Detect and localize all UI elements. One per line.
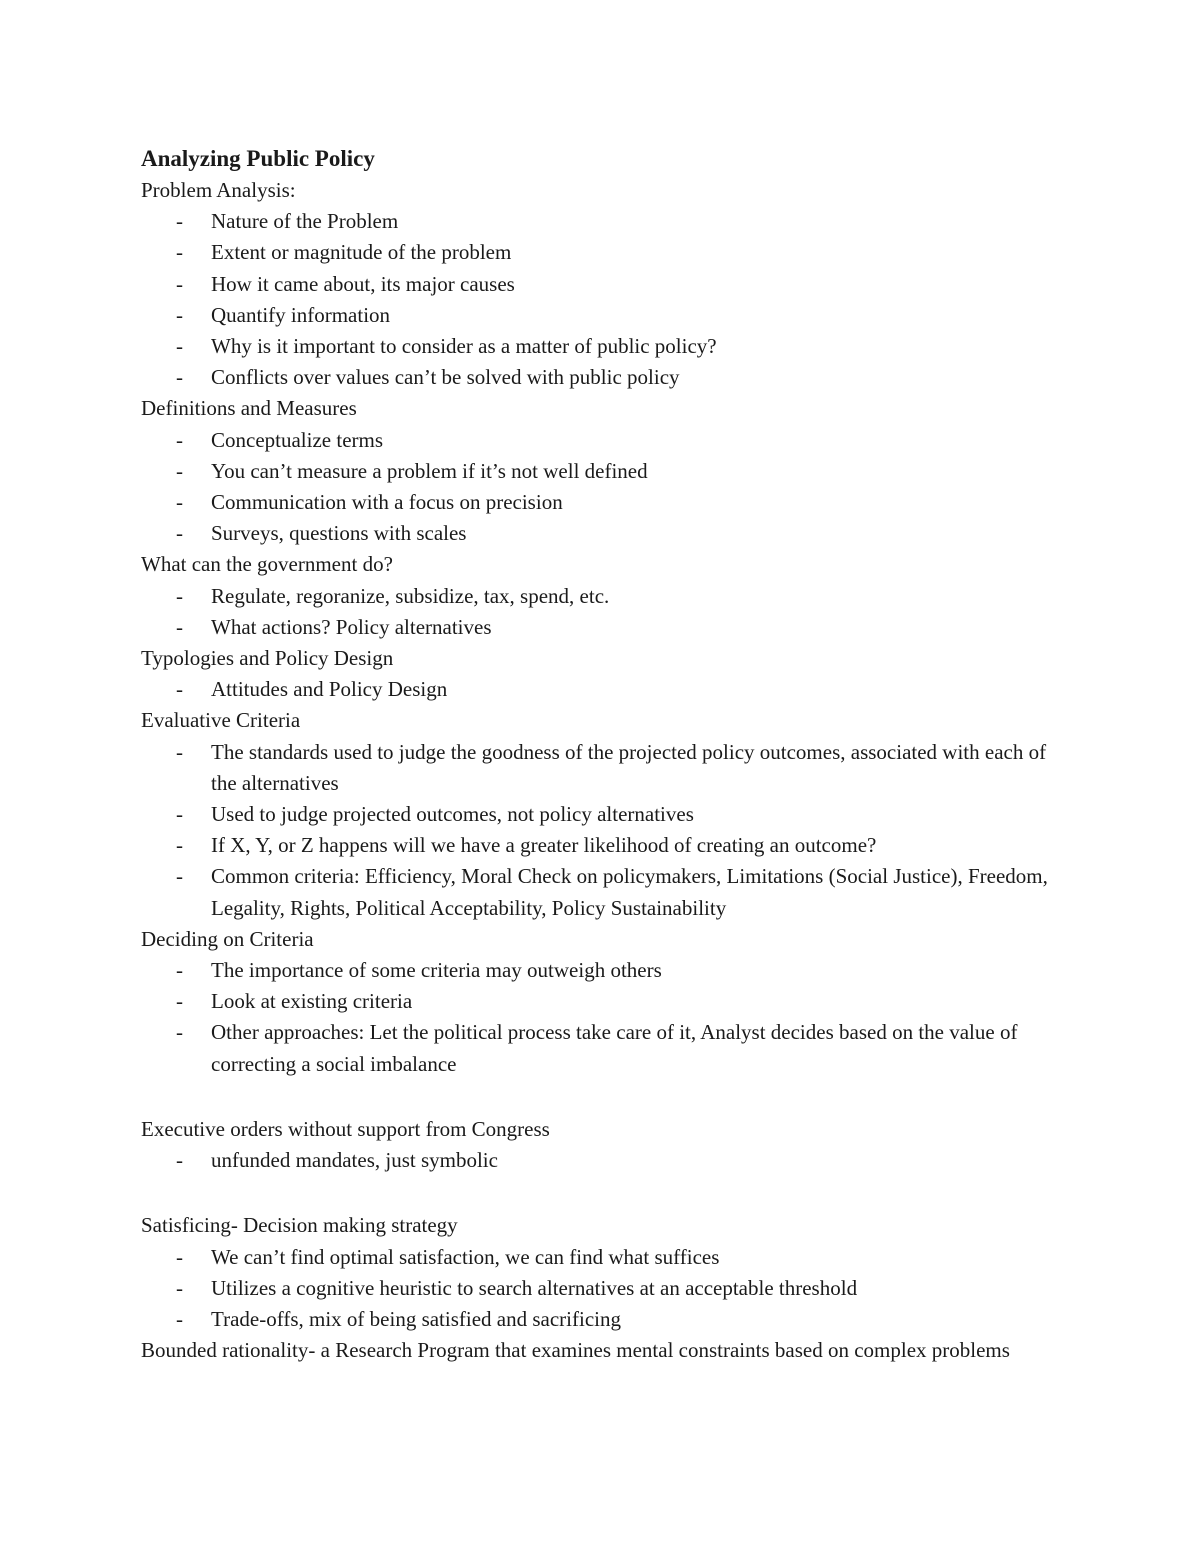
bullet-marker: - [176, 677, 183, 702]
bullet-marker: - [176, 1275, 183, 1300]
bullet-marker: - [176, 833, 183, 858]
bullet-marker: - [176, 739, 183, 764]
bullet-marker: - [176, 490, 183, 515]
bullet-marker: - [176, 302, 183, 327]
document-page [141, 142, 1071, 1366]
section-heading: Satisficing- Decision making strategy [141, 1213, 458, 1238]
list-item-text: You can’t measure a problem if it’s not well defined [211, 458, 648, 483]
bullet-marker: - [176, 1244, 183, 1269]
list-item [141, 331, 1071, 362]
list-item-text: Common criteria: Efficiency, Moral Check on policymakers, Limitations (Social Justice), Freedom, Legality, Rights, Political Acceptability, Policy Sustainability [211, 864, 1048, 920]
list-item [141, 237, 1071, 268]
list-item [141, 206, 1071, 237]
bullet-marker: - [176, 802, 183, 827]
list-item-text: Trade-offs, mix of being satisfied and sacrificing [211, 1306, 621, 1331]
list-item-text: Quantify information [211, 302, 391, 327]
bullet-marker: - [176, 583, 183, 608]
bullet-list [141, 425, 1071, 550]
list-item [141, 861, 1071, 923]
list-item-text: Look at existing criteria [211, 989, 413, 1014]
bullet-marker: - [176, 458, 183, 483]
bullet-list [141, 581, 1071, 643]
list-item-text: What actions? Policy alternatives [211, 614, 492, 639]
list-item [141, 1242, 1071, 1273]
list-item-text: Conceptualize terms [211, 427, 384, 452]
section-heading: Typologies and Policy Design [141, 646, 394, 671]
list-item-text: unfunded mandates, just symbolic [211, 1148, 498, 1173]
bullet-marker: - [176, 614, 183, 639]
list-item [141, 362, 1071, 393]
list-item [141, 581, 1071, 612]
bullet-marker: - [176, 521, 183, 546]
list-item-text: Nature of the Problem [211, 209, 399, 234]
list-item-text: How it came about, its major causes [211, 271, 515, 296]
list-item [141, 737, 1071, 799]
blank-line [141, 1080, 1071, 1114]
list-item [141, 1145, 1071, 1176]
bullet-marker: - [176, 334, 183, 359]
blank-line [141, 1176, 1071, 1210]
document-title: Analyzing Public Policy [141, 146, 375, 171]
bullet-marker: - [176, 1148, 183, 1173]
list-item-text: We can’t find optimal satisfaction, we can find what suffices [211, 1244, 720, 1269]
bullet-marker: - [176, 209, 183, 234]
list-item [141, 1304, 1071, 1335]
list-item [141, 300, 1071, 331]
list-item-text: If X, Y, or Z happens will we have a greater likelihood of creating an outcome? [211, 833, 877, 858]
list-item-text: Why is it important to consider as a matter of public policy? [211, 334, 717, 359]
section-heading: Bounded rationality- a Research Program that examines mental constraints based on complex problems [141, 1338, 1010, 1363]
list-item [141, 456, 1071, 487]
list-item [141, 1273, 1071, 1304]
list-item [141, 799, 1071, 830]
list-item [141, 518, 1071, 549]
list-item-text: Other approaches: Let the political process take care of it, Analyst decides based on the value of correcting a social imbalance [211, 1020, 1018, 1076]
list-item-text: The standards used to judge the goodness of the projected policy outcomes, associated with each of the alternatives [211, 739, 1047, 795]
section-heading: Definitions and Measures [141, 396, 357, 421]
bullet-list [141, 674, 1071, 705]
bullet-marker: - [176, 958, 183, 983]
list-item [141, 955, 1071, 986]
bullet-marker: - [176, 1020, 183, 1045]
bullet-marker: - [176, 427, 183, 452]
section-heading: Executive orders without support from Congress [141, 1116, 550, 1141]
list-item-text: Conflicts over values can’t be solved with public policy [211, 365, 680, 390]
list-item [141, 612, 1071, 643]
bullet-marker: - [176, 864, 183, 889]
list-item [141, 269, 1071, 300]
list-item-text: Extent or magnitude of the problem [211, 240, 512, 265]
list-item [141, 830, 1071, 861]
bullet-marker: - [176, 1306, 183, 1331]
bullet-marker: - [176, 240, 183, 265]
bullet-list [141, 1145, 1071, 1176]
list-item-text: Used to judge projected outcomes, not policy alternatives [211, 802, 694, 827]
section-heading: Problem Analysis: [141, 178, 296, 202]
list-item [141, 986, 1071, 1017]
bullet-marker: - [176, 989, 183, 1014]
section-heading: Deciding on Criteria [141, 926, 314, 951]
list-item-text: Attitudes and Policy Design [211, 677, 448, 702]
bullet-list [141, 955, 1071, 1080]
list-item [141, 674, 1071, 705]
bullet-list [141, 737, 1071, 924]
section-heading: Evaluative Criteria [141, 708, 301, 733]
list-item-text: Utilizes a cognitive heuristic to search alternatives at an acceptable threshold [211, 1275, 858, 1300]
list-item [141, 425, 1071, 456]
list-item [141, 1017, 1071, 1079]
list-item-text: Surveys, questions with scales [211, 521, 467, 546]
bullet-marker: - [176, 365, 183, 390]
list-item-text: Regulate, regoranize, subsidize, tax, spend, etc. [211, 583, 610, 608]
list-item-text: The importance of some criteria may outweigh others [211, 958, 662, 983]
bullet-list [141, 206, 1071, 393]
bullet-list [141, 1242, 1071, 1336]
section-heading: What can the government do? [141, 552, 393, 577]
list-item-text: Communication with a focus on precision [211, 490, 563, 515]
bullet-marker: - [176, 271, 183, 296]
list-item [141, 487, 1071, 518]
